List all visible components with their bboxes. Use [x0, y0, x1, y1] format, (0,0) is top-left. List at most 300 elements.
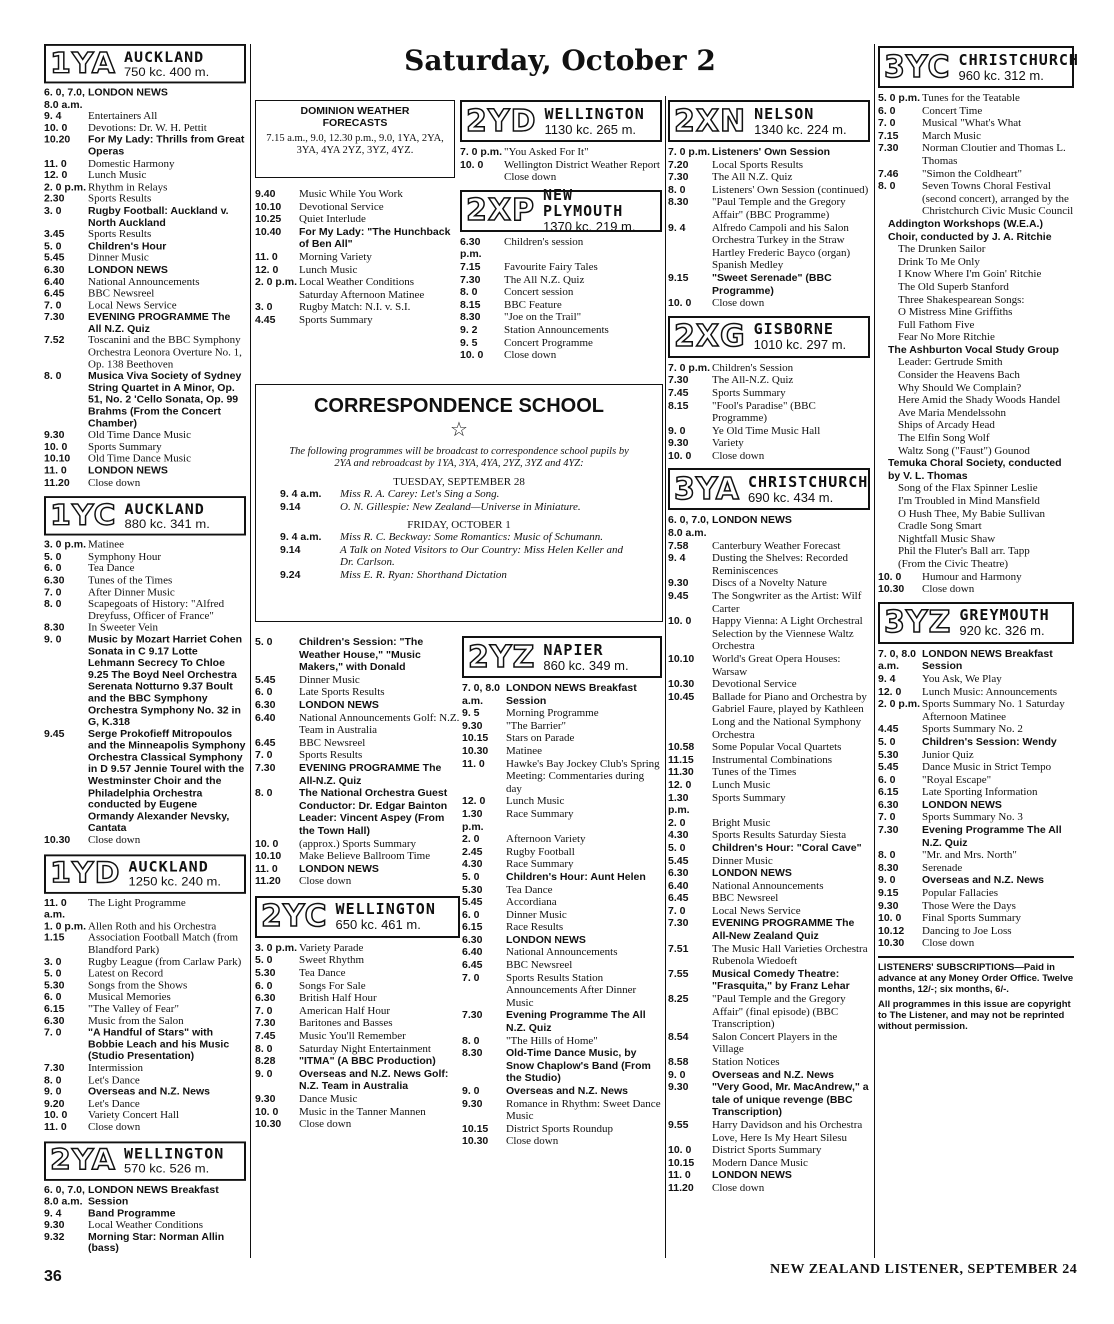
time-label: 10.12	[878, 924, 905, 937]
programme-label: "The Barrier"	[506, 719, 566, 732]
time-label: 9. 0	[44, 1086, 62, 1098]
schedule-row	[255, 314, 455, 327]
programme-label: Wellington District Weather Report Close down	[504, 158, 660, 184]
time-label: 10. 0	[255, 837, 279, 850]
station-info	[332, 898, 458, 936]
time-label: 6. 0	[878, 773, 896, 786]
schedule-row	[44, 563, 246, 575]
schedule-row	[44, 1220, 246, 1232]
schedule-row	[255, 213, 455, 226]
schedule-row	[878, 749, 1074, 762]
time-label: 10. 0	[878, 570, 902, 583]
schedule-row	[255, 863, 460, 876]
programme-label: Late Sporting Information	[922, 786, 1038, 799]
schedule-row	[668, 615, 870, 653]
time-label: 8.15	[668, 399, 689, 412]
time-label: 12. 0	[462, 795, 486, 808]
schedule-row	[462, 1098, 662, 1123]
programme-label: Let's Dance	[88, 1098, 140, 1110]
programme-label: American Half Hour	[299, 1004, 391, 1017]
station-2xn	[668, 100, 870, 310]
schedule-row	[255, 1093, 460, 1106]
time-label: 7. 0 p.m.	[668, 146, 711, 158]
time-label: 4.45	[255, 313, 276, 326]
schedule-row	[878, 673, 1074, 686]
schedule-row	[462, 921, 662, 934]
call-sign: 3YZ	[884, 605, 952, 641]
schedule-row	[668, 905, 870, 918]
time-label: 4.30	[668, 829, 689, 842]
programme-label: EVENING PROGRAMME The All N.Z. Quiz	[88, 311, 231, 335]
time-label: 7.55	[668, 967, 689, 980]
time-label: 10. 0	[44, 441, 68, 453]
time-label: 8. 0	[44, 370, 62, 382]
programme-label: Children's Hour: Aunt Helen	[506, 870, 646, 883]
programme-label: Devotional Service	[712, 678, 797, 691]
programme-label: Saturday Night Entertainment	[299, 1042, 431, 1055]
time-label: 9. 0	[462, 1085, 480, 1097]
schedule-row	[280, 501, 638, 514]
programme-label: Children's Hour	[88, 240, 167, 252]
programme-label: Dusting the Shelves: Recorded Reminiscences	[712, 552, 848, 577]
time-label: 5. 0	[255, 636, 273, 648]
programme-label: Dancing to Joe Loss	[922, 924, 1012, 937]
schedule-row	[878, 648, 1074, 673]
schedule-row	[460, 349, 662, 362]
weather-title: DOMINION WEATHER FORECASTS	[300, 105, 410, 129]
schedule-row	[255, 1017, 460, 1030]
station-2xp	[460, 186, 662, 362]
programme-label: BBC Newsreel	[506, 959, 573, 972]
schedule-row	[878, 686, 1074, 699]
programme-label: Devotions: Dr. W. H. Pettit	[88, 122, 207, 134]
schedule-row	[668, 1081, 870, 1119]
frequency-label: 1370 kc. 219 m.	[543, 219, 636, 235]
station-header	[668, 100, 870, 142]
programme-label: The All-N.Z. Quiz	[712, 374, 794, 387]
time-label: 7.51	[668, 942, 689, 955]
frequency-label: 650 kc. 461 m.	[335, 917, 421, 933]
time-label: 7. 0	[44, 1027, 62, 1039]
programme-label: "Royal Escape"	[922, 773, 992, 786]
schedule-row	[44, 442, 246, 454]
programme-label: Ballade for Piano and Orchestra by Gabriel Faure, played by Kathleen Long and the National Symphony Orchestra	[712, 690, 867, 741]
programme-label: Sports Summary No. 3	[922, 811, 1023, 824]
schedule-row	[44, 300, 246, 312]
time-label: 11.20	[44, 476, 70, 489]
time-label: 5.45	[44, 252, 65, 264]
programme-label: Drink To Me Only	[898, 255, 980, 268]
programme-label: I'm Troubled in Mind Mansfield	[898, 495, 1040, 507]
programme-label: Domestic Harmony	[88, 158, 175, 170]
time-label: 5. 0	[255, 954, 273, 967]
programme-label: "Mr. and Mrs. North"	[922, 849, 1017, 862]
programme-label: Miss R. A. Carey: Let's Sing a Song.	[340, 488, 500, 500]
time-label: 4.30	[462, 858, 483, 871]
time-label: 9.15	[668, 271, 689, 284]
programme-label: Miss E. R. Ryan: Shorthand Dictation	[340, 568, 507, 581]
call-sign: 1YA	[50, 47, 116, 81]
programme-label: "Fool's Paradise" (BBC Programme)	[712, 399, 816, 425]
time-label: 6.45	[668, 892, 689, 905]
weather-box	[255, 100, 455, 178]
time-label: 10.10	[255, 200, 282, 213]
time-label: 10.15	[668, 1156, 695, 1169]
programme-label: Old Time Dance Music	[88, 429, 191, 441]
schedule-row	[878, 508, 1074, 521]
time-label: 11. 0	[255, 862, 278, 875]
programme-label: The Songwriter as the Artist: Wilf Carter	[712, 590, 862, 615]
time-label: 10.10	[44, 453, 71, 465]
schedule-2ya-evening	[255, 636, 460, 888]
time-label: 5.30	[878, 748, 899, 761]
schedule-row	[878, 558, 1074, 571]
schedule-row	[44, 1074, 246, 1086]
programme-label: Overseas and N.Z. News	[506, 1085, 628, 1097]
time-label: 6.40	[255, 711, 276, 724]
programme-label: Matinee	[506, 744, 543, 757]
time-label: 7.45	[255, 1030, 276, 1043]
time-label: 9. 4	[668, 552, 686, 565]
programme-label: Ye Old Time Music Hall	[712, 424, 821, 437]
time-label: 11.20	[255, 875, 281, 888]
time-label: 8.28	[255, 1055, 276, 1068]
programme-label: Close down	[506, 1135, 559, 1148]
programme-label: Close down	[504, 349, 557, 362]
time-label: 10.20	[44, 134, 71, 146]
programme-label: "Joe on the Trail"	[504, 311, 582, 324]
schedule-row	[878, 495, 1074, 508]
schedule-row	[462, 758, 662, 796]
programme-label: Dance Music	[299, 1093, 358, 1105]
programme-label: The National Orchestra Guest Conductor: Dr. Edgar Bainton Leader: Vincent Aspey (From the Town Hall)	[299, 787, 448, 837]
schedule-row	[255, 942, 460, 955]
schedule-row	[878, 218, 1074, 243]
time-label: 2. 0 p.m.	[44, 181, 87, 193]
programme-label: Sports Summary No. 2	[922, 723, 1023, 736]
time-label: 7.46	[878, 167, 899, 180]
station-info	[750, 102, 868, 140]
schedule-row	[255, 838, 460, 851]
schedule-row	[668, 754, 870, 767]
station-3yz	[878, 602, 1074, 950]
schedule-row	[668, 297, 870, 310]
time-label: 9. 4 a.m.	[280, 488, 322, 500]
schedule-row	[44, 182, 246, 194]
schedule-row	[280, 544, 638, 569]
time-label: 7.30	[668, 374, 689, 387]
correspondence-intro: The following programmes will be broadcast to correspondence school pupils by 2YA and rebroadcast by 1YA, 3YA, 4YA, 2YZ, 3YZ and 4YZ:	[289, 446, 629, 469]
programme-label: Dinner Music	[299, 673, 360, 686]
programme-label: "The Valley of Fear"	[88, 1003, 179, 1015]
city-label: GREYMOUTH	[959, 606, 1050, 625]
time-label: 2.45	[462, 845, 483, 858]
frequency-label: 1130 kc. 265 m.	[544, 121, 637, 137]
programme-label: In Sweeter Vein	[88, 622, 159, 634]
time-label: 6.30	[44, 264, 65, 276]
schedule-row	[668, 387, 870, 400]
programme-label: The Drunken Sailor	[898, 243, 986, 256]
programme-label: Music from the Salon	[88, 1015, 184, 1027]
time-label: 8.30	[878, 861, 899, 874]
schedule-row	[878, 382, 1074, 395]
time-label: 7. 0 p.m.	[460, 146, 503, 158]
time-label: 6.45	[44, 287, 65, 300]
programme-label: "Simon the Coldheart"	[922, 167, 1023, 180]
station-1yc	[44, 496, 246, 846]
time-label: 11.20	[668, 1181, 694, 1194]
time-label: 3. 0 p.m.	[255, 941, 298, 954]
time-label: 7.30	[44, 311, 65, 323]
programme-label: Local Weather Conditions Saturday Afternoon Matinee	[299, 276, 425, 301]
programme-label: LONDON NEWS Breakfast Session	[88, 1184, 219, 1208]
schedule-row	[668, 450, 870, 463]
time-label: 6. 0, 7.0, 8.0 a.m.	[668, 514, 709, 540]
programme-label: O Mistress Mine Griffiths	[898, 306, 1013, 319]
schedule-2ya-morning	[255, 188, 455, 327]
station-header	[878, 602, 1074, 644]
programme-label: Concert Programme	[504, 336, 593, 349]
time-label: 7. 0, 8.0 a.m.	[878, 647, 916, 673]
programme-label: Ships of Arcady Head	[898, 419, 995, 432]
time-label: 5. 0 p.m.	[878, 92, 921, 104]
schedule-row	[462, 972, 662, 1010]
programme-label: Music While You Work	[299, 188, 403, 200]
programme-label: Devotional Service	[299, 200, 384, 213]
station-header	[460, 100, 662, 142]
programme-label: Happy Vienna: A Light Orchestral Selection by the Viennese Waltz Orchestra	[712, 615, 863, 653]
station-2yd	[460, 100, 662, 184]
programme-label: Tunes of the Times	[88, 574, 173, 587]
programme-label: Instrumental Combinations	[712, 753, 833, 766]
schedule-row	[44, 134, 246, 158]
time-label: 7. 0	[878, 117, 896, 130]
schedule-row	[668, 184, 870, 197]
programme-label: Serenade	[922, 861, 963, 874]
programme-label: Concert session	[504, 286, 574, 299]
programme-label: Intermission	[88, 1062, 143, 1074]
programme-label: Tunes for the Teatable	[922, 92, 1020, 104]
time-label: 10.45	[668, 690, 695, 703]
schedule-row	[44, 312, 246, 336]
frequency-label: 690 kc. 434 m.	[747, 489, 834, 505]
schedule-row	[668, 540, 870, 553]
copyright-text: All programmes in this issue are copyright to The Listener, and may not be reprinted without permission.	[878, 999, 1071, 1032]
frequency-label: 750 kc. 400 m.	[123, 64, 210, 79]
schedule-row	[44, 634, 246, 729]
station-info	[125, 856, 245, 892]
time-label: 4.45	[878, 723, 899, 736]
schedule-row	[668, 1144, 870, 1157]
schedule-row	[44, 335, 246, 370]
programme-label: LONDON NEWS	[299, 698, 379, 711]
schedule-row	[255, 749, 460, 762]
correspondence-day1-items	[280, 488, 638, 513]
time-label: 10.30	[44, 834, 71, 847]
schedule-row	[668, 425, 870, 438]
programme-label: "Sweet Serenade" (BBC Programme)	[712, 271, 832, 297]
schedule-row	[878, 482, 1074, 495]
time-label: 10. 0	[668, 297, 692, 310]
schedule-row	[44, 1063, 246, 1075]
time-label: 5. 0	[462, 870, 480, 883]
column-2-lower	[255, 636, 460, 1131]
schedule-row	[462, 909, 662, 922]
schedule-row	[44, 193, 246, 205]
programme-label: Alfredo Campoli and his Salon Orchestra Turkey in the Straw Hartley Frederic Bayco (organ) Spanish Medley	[712, 221, 851, 272]
schedule-row	[462, 946, 662, 959]
programme-label: Entertainers All	[88, 110, 158, 123]
schedule-row	[878, 774, 1074, 787]
programme-label: Local News Service	[712, 904, 801, 917]
programme-label: Fear No More Ritchie	[898, 331, 995, 344]
station-header	[255, 896, 460, 938]
programme-label: Children's Session	[712, 361, 794, 374]
time-label: 7. 0	[668, 904, 686, 917]
correspondence-day2-items	[280, 531, 638, 581]
schedule-row	[878, 142, 1074, 167]
programme-label: Musical "What's What	[922, 117, 1022, 130]
station-header	[44, 44, 246, 83]
programme-label: Close down	[712, 449, 765, 462]
schedule-row	[878, 457, 1074, 482]
schedule-row	[44, 587, 246, 599]
programme-label: Songs For Sale	[299, 979, 366, 992]
programme-label: Symphony Hour	[88, 551, 162, 563]
column-5	[878, 46, 1079, 1032]
time-label: 8.58	[668, 1056, 689, 1068]
programme-label: National Announcements Golf: N.Z. Team in Australia	[299, 711, 460, 737]
time-label: 11. 0	[668, 1169, 691, 1182]
schedule-row	[878, 344, 1074, 357]
time-label: 3. 0	[44, 205, 62, 217]
schedule-row	[462, 896, 662, 909]
station-header	[460, 186, 662, 235]
schedule-row	[668, 829, 870, 842]
schedule-row	[878, 874, 1074, 887]
time-label: 7. 0 p.m.	[668, 361, 711, 374]
schedule-row	[255, 686, 460, 699]
schedule-row	[878, 799, 1074, 812]
schedule-row	[44, 477, 246, 489]
programme-label: Children's Session: "The Weather House," "Music Makers," with Donald	[299, 636, 424, 674]
time-label: 10. 0	[878, 912, 902, 925]
programme-label: Sports Summary	[712, 791, 786, 804]
programme-label: Dance Music in Strict Tempo	[922, 761, 1052, 774]
call-sign: 1YD	[50, 857, 121, 891]
time-label: 9. 5	[460, 336, 478, 349]
frequency-label: 570 kc. 526 m.	[123, 1161, 210, 1176]
programme-label: You Ask, We Play	[922, 672, 1002, 685]
schedule-row	[255, 1068, 460, 1093]
time-label: 10. 0	[460, 158, 484, 171]
schedule-row	[668, 222, 870, 272]
schedule-row	[255, 980, 460, 993]
subscriptions-box	[878, 956, 1074, 1032]
time-label: 9.30	[44, 1219, 65, 1231]
schedule-row	[280, 569, 638, 582]
time-label: 9. 0	[44, 633, 62, 646]
schedule-row	[878, 761, 1074, 774]
schedule-row	[462, 934, 662, 947]
schedule-row	[44, 241, 246, 253]
programme-label: National Announcements	[506, 946, 618, 959]
city-label: WELLINGTON	[335, 900, 436, 919]
time-label: 9.24	[280, 568, 301, 581]
schedule-row	[460, 146, 662, 159]
schedule-row	[460, 236, 662, 261]
time-label: 12. 0	[255, 263, 279, 276]
programme-label: Ave Maria Mendelssohn	[898, 406, 1006, 419]
schedule-row	[668, 917, 870, 942]
programme-label: Some Popular Vocal Quartets	[712, 741, 842, 754]
frequency-label: 960 kc. 312 m.	[958, 67, 1044, 83]
schedule-row	[44, 956, 246, 968]
time-label: 11. 0	[44, 158, 67, 170]
time-label: 9.30	[668, 1081, 689, 1094]
schedule-row	[44, 921, 246, 933]
city-label: GISBORNE	[753, 320, 834, 339]
programme-label: Salon Concert Players in the Village	[712, 1030, 838, 1056]
programme-label: Sports Summary No. 1 Saturday Afternoon Matinee	[922, 698, 1065, 723]
schedule-row	[462, 884, 662, 897]
schedule-row	[44, 1086, 246, 1098]
time-label: 5.45	[255, 673, 276, 686]
schedule-row	[44, 1231, 246, 1255]
time-label: 9. 4	[44, 1207, 62, 1220]
programme-label: Old-Time Dance Music, by Snow Chaplow's Band (From the Studio)	[506, 1047, 651, 1085]
station-2xg	[668, 316, 870, 463]
programme-label: Canterbury Weather Forecast	[712, 539, 841, 552]
schedule-row	[878, 520, 1074, 533]
time-label: 9. 0	[255, 1067, 273, 1080]
time-label: 5.45	[668, 854, 689, 867]
schedule-row	[668, 993, 870, 1031]
city-label: AUCKLAND	[128, 858, 209, 876]
frequency-label: 880 kc. 341 m.	[124, 516, 210, 531]
time-label: 9.30	[462, 719, 483, 732]
schedule-row	[668, 171, 870, 184]
schedule-row	[878, 545, 1074, 558]
station-3ya	[668, 468, 870, 1194]
schedule-row	[44, 123, 246, 135]
schedule-row	[878, 912, 1074, 925]
time-label: 5. 0	[44, 968, 62, 980]
correspondence-title: CORRESPONDENCE SCHOOL	[313, 395, 605, 417]
programme-label: National Announcements	[712, 879, 824, 892]
schedule-row	[44, 371, 246, 430]
station-header	[668, 468, 870, 510]
programme-label: The Old Superb Stanford	[898, 280, 1009, 293]
schedule-row	[44, 1110, 246, 1122]
schedule-row	[44, 1004, 246, 1016]
call-sign: 1YC	[50, 499, 117, 533]
time-label: 8.30	[462, 1047, 483, 1060]
time-label: 6.30	[462, 933, 483, 946]
time-label: 12. 0	[878, 685, 902, 698]
time-label: 11.15	[668, 753, 694, 766]
programme-label: Accordiana	[506, 896, 557, 909]
subscriptions-text: LISTENERS' SUBSCRIPTIONS—Paid in advance at any Money Order Office. Twelve months, 12/-; six months, 6/-.	[878, 962, 1074, 995]
programme-label: LONDON NEWS	[88, 465, 168, 477]
schedule-row	[878, 786, 1074, 799]
schedule-row	[878, 849, 1074, 862]
programme-label: Band Programme	[88, 1207, 176, 1220]
time-label: 7.30	[44, 1062, 65, 1074]
programme-label: LONDON NEWS	[88, 87, 168, 99]
schedule-row	[668, 880, 870, 893]
time-label: 8.15	[460, 298, 481, 311]
